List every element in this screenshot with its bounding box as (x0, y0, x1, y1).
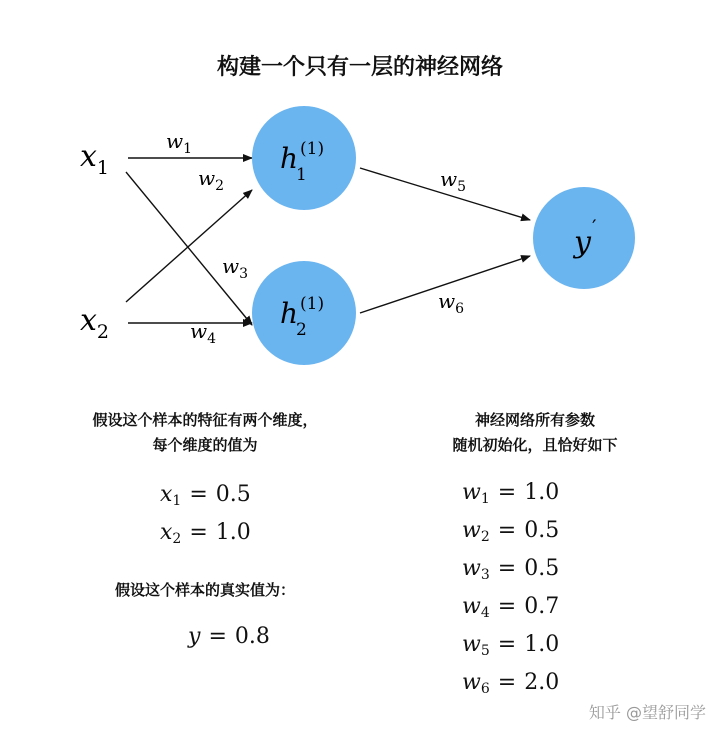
weight-label-w2: $w_2$ (198, 166, 225, 194)
input-label-x2: $x_2$ (80, 303, 110, 343)
true-value-desc-line: 假设这个样本的真实值为： (114, 581, 295, 599)
edge-x1-h2 (126, 172, 252, 325)
equation-w2: $w_2 = 0.5$ (462, 518, 560, 545)
equation-x1: $x_1 = 0.5$ (160, 482, 251, 509)
feature-description (40, 408, 370, 458)
hidden-label-h2-sub: 2 (296, 320, 307, 340)
hidden-label-h2-sup: (1) (300, 294, 325, 314)
true-value-description (40, 578, 370, 603)
equation-y: y = 0.8 (188, 624, 270, 649)
watermark: 知乎 @望舒同学 (588, 703, 706, 722)
hidden-label-h1-sup: (1) (300, 139, 325, 159)
equation-w1: $w_1 = 1.0$ (462, 480, 560, 507)
feature-desc-line-1: 假设这个样本的特征有两个维度， (92, 411, 318, 429)
weight-label-w5: $w_5$ (440, 167, 467, 195)
weight-label-w3: $w_3$ (222, 254, 249, 282)
param-desc-line-1: 神经网络所有参数 (474, 411, 595, 429)
weight-label-w4: $w_4$ (190, 319, 217, 347)
equation-w6: $w_6 = 2.0$ (462, 670, 560, 697)
weight-label-w6: $w_6$ (438, 289, 465, 317)
equation-w3: $w_3 = 0.5$ (462, 556, 560, 583)
output-label-y: y (574, 225, 591, 260)
input-label-x1: $x_1$ (80, 139, 110, 179)
hidden-label-h1-sub: 1 (296, 165, 307, 185)
diagram-title: 构建一个只有一层的神经网络 (216, 55, 503, 80)
equation-x2: $x_2 = 1.0$ (160, 520, 251, 547)
param-desc-line-2: 随机初始化，且恰好如下 (452, 436, 618, 454)
equation-w4: $w_4 = 0.7$ (462, 594, 560, 621)
feature-desc-line-2: 每个维度的值为 (152, 436, 258, 454)
parameter-description (385, 408, 685, 458)
hidden-label-h2: h (280, 297, 299, 330)
output-label-prime: ′ (592, 215, 597, 239)
weight-label-w1: $w_1$ (166, 129, 193, 157)
hidden-label-h1: h (280, 142, 299, 175)
equation-w5: $w_5 = 1.0$ (462, 632, 560, 659)
edge-x2-h1 (126, 190, 252, 302)
